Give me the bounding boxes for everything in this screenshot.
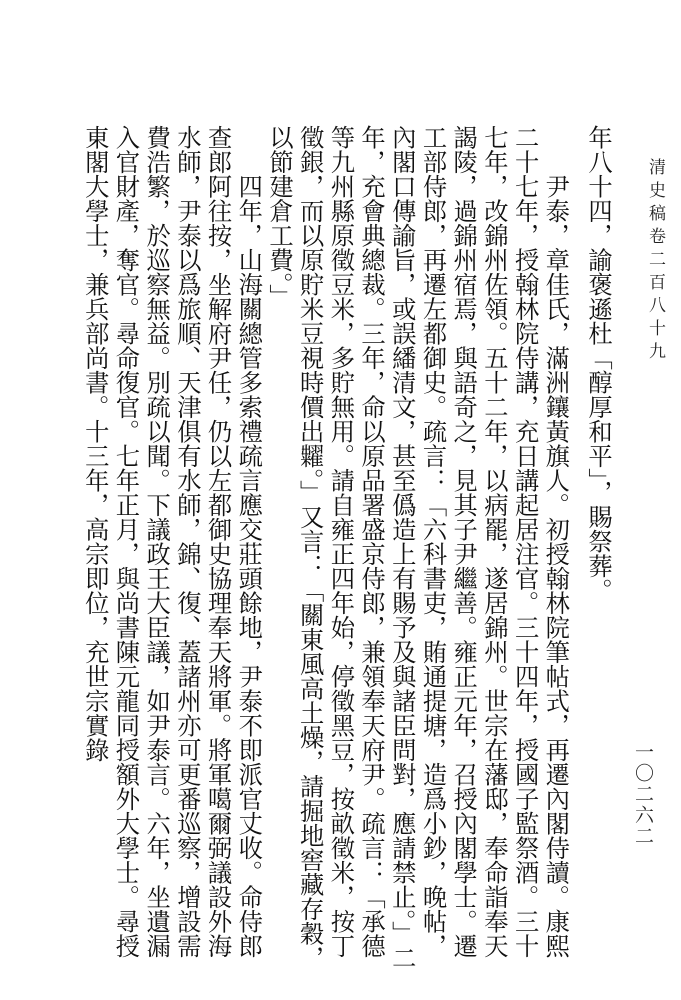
paragraph-previous-end: 年八十四，諭褒遜杜「醇厚和平」，賜祭葬。: [584, 125, 613, 603]
body-text: [78, 125, 613, 980]
paragraph-yin-tai-career: 四年，山海關總管多索禮疏言應交莊頭餘地，尹泰不即派官丈收。命侍郎查郎阿往按，坐解府尹任，仍以左都御史協理奉天將軍。將軍噶爾弼議設外海水師，尹泰以爲旅順、天津俱有水師，錦、復、蓋諸州亦可更番巡察，增設需費浩繁，於巡察無益。別疏以聞。下議政王大臣議，如尹泰言。六年，坐遺漏入官財產，奪官。尋命復官。七年正月，與尚書陳元龍同授額外大學士。尋授東閣大學士，兼兵部尚書。十三年，高宗即位，充世宗實錄: [80, 125, 264, 958]
paragraph-yin-tai-intro: 尹泰，章佳氏，滿洲鑲黃旗人。初授翰林院筆帖式，再遷內閣侍讀。康熙二十七年，授翰林院侍講，充日講起居注官。三十四年，授國子監祭酒。三十七年，改錦州佐領。五十二年，以病罷，遂居錦州。世宗在藩邸，奉命詣奉天謁陵，過錦州宿焉，與語奇之，見其子尹繼善。雍正元年，召授內閣學士。遷工部侍郎，再遷左都御史。疏言：「六科書吏，賄通提塘，造爲小鈔，晚帖，內閣口傳諭旨，或誤繙清文，甚至僞造上有賜予及與諸臣問對，應請禁止。」二年，充會典總裁。三年，命以原品署盛京侍郎，兼領奉天府尹。疏言：「承德等九州縣原徵豆米，多貯無用。請自雍正四年始，停徵黑豆，按畝徵米，按丁徵銀，而以原貯米豆視時價出糶。」又言：「關東風高土燥，請掘地窖藏存穀，以節建倉工費。」: [264, 125, 571, 971]
page-number: 一〇二六二: [632, 742, 654, 847]
running-header: 清史稿卷二百八十九: [645, 158, 665, 365]
